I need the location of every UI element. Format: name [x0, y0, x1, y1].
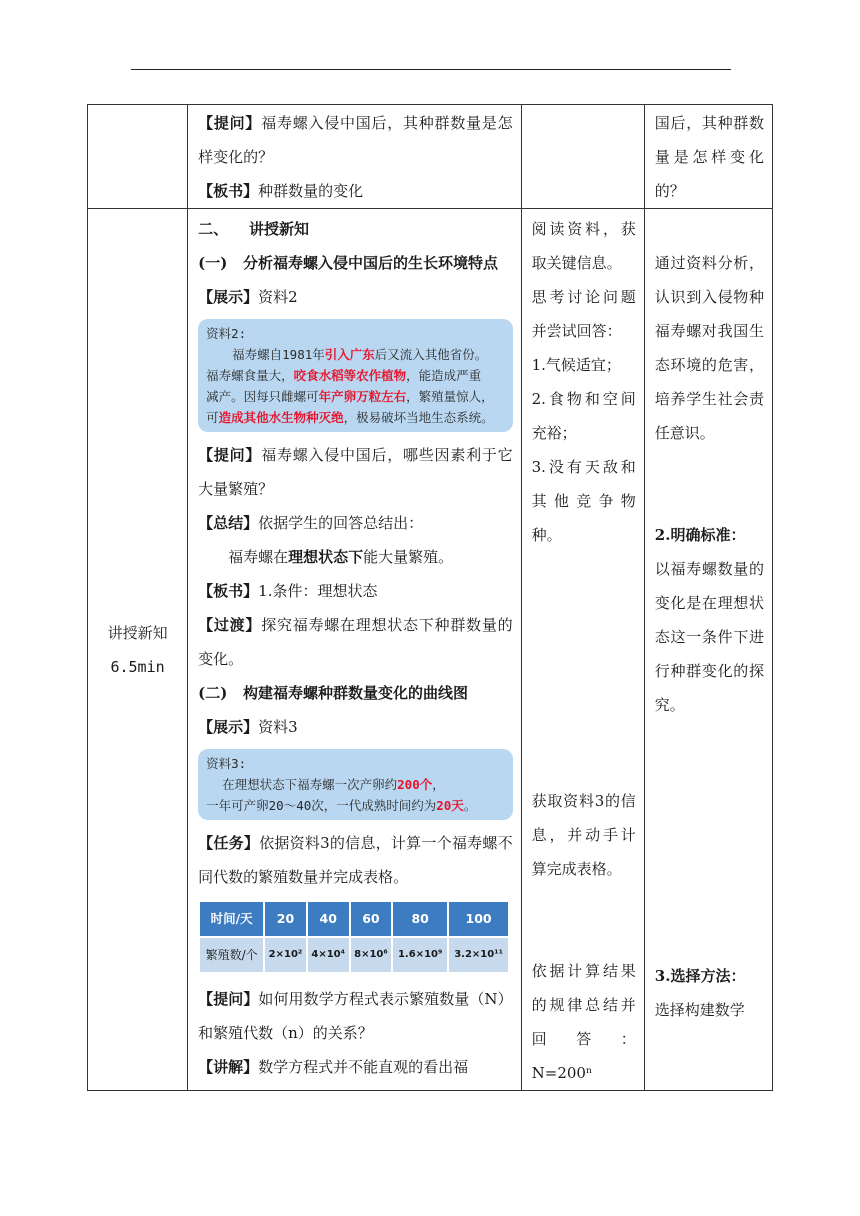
highlight-span: 引入广东: [324, 347, 375, 362]
explain-text: 数学方程式并不能直观的看出福: [258, 1058, 469, 1076]
student-item-1: 1.气候适宜；: [531, 356, 621, 374]
table-header-cell: 时间/天: [200, 902, 263, 936]
reproduction-table: [198, 900, 510, 974]
show-2-paragraph: [198, 710, 512, 744]
stage-time: 6.5min: [110, 657, 165, 676]
text-span: 福寿螺食量大，: [206, 368, 294, 383]
design-intent-text: 国后，其种群数量是怎样变化的？: [654, 114, 764, 200]
student-item-2: 2.食物和空间充裕；: [531, 390, 636, 442]
lesson-plan-table: [87, 104, 773, 1091]
table-cell: 3.2×10¹¹: [449, 938, 508, 972]
stage-cell-empty: [88, 105, 188, 209]
stage-name: 讲授新知: [107, 623, 168, 642]
design-intent-cell: [644, 105, 772, 209]
reproduction-table-header: [200, 902, 508, 936]
question-tag: 【提问】: [198, 446, 262, 464]
material-2-line: [206, 386, 506, 407]
board-tag: 【板书】: [198, 582, 259, 600]
summary-tag: 【总结】: [198, 514, 259, 532]
material-3-label: 资料3:: [206, 756, 247, 771]
text-span: 福寿螺在: [228, 548, 289, 566]
text-span: ，能造成严重: [406, 368, 482, 383]
table-cell: 繁殖数/个: [200, 938, 263, 972]
summary-conclusion: [198, 540, 512, 574]
question-text: 如何用数学方程式表示繁殖数量（N）和繁殖代数（n）的关系？: [198, 990, 513, 1042]
show-text: 资料2: [258, 288, 298, 306]
material-2-line: [206, 344, 506, 365]
show-paragraph: [198, 280, 512, 314]
task-text: 依据资料3的信息，计算一个福寿螺不同代数的繁殖数量并完成表格。: [198, 834, 513, 886]
material-3-line: [206, 774, 506, 795]
text-span: 在理想状态下福寿螺一次产卵约: [222, 777, 398, 792]
design-intent-cell: [644, 209, 772, 1091]
text-span: ，: [432, 777, 445, 792]
spacer: [655, 450, 764, 518]
board-2-paragraph: [198, 574, 512, 608]
highlight-span: 200个: [397, 777, 433, 792]
table-cell: 1.6×10⁹: [393, 938, 447, 972]
spacer: [532, 552, 636, 784]
text-span: ，极易破坏当地生态系统。: [343, 410, 494, 425]
summary-paragraph: [198, 506, 512, 540]
intent-item-2-text: 以福寿螺数量的变化是在理想状态这一条件下进行种群变化的探究。: [654, 560, 764, 714]
table-header-cell: 100: [449, 902, 508, 936]
table-row: [88, 209, 773, 1091]
table-cell: 8×10⁶: [351, 938, 392, 972]
board-paragraph: [198, 174, 512, 208]
explain-paragraph: [198, 1050, 512, 1084]
material-2-label: 资料2:: [206, 326, 247, 341]
board-text: 1.条件：理想状态: [258, 582, 378, 600]
spacer: [655, 722, 764, 959]
text-span: 后又流入其他省份。: [374, 347, 488, 362]
highlight-span: 年产卵万粒左右: [318, 389, 407, 404]
table-header-cell: 80: [393, 902, 447, 936]
transition-tag: 【过渡】: [198, 616, 262, 634]
question-3-paragraph: [198, 982, 512, 1050]
question-2-paragraph: [198, 438, 512, 506]
text-span: 福寿螺自1981年: [232, 347, 325, 362]
stage-cell: [88, 209, 188, 1091]
highlight-span: 造成其他水生物种灭绝: [218, 410, 344, 425]
student-block-3: 获取资料3的信息，并动手计算完成表格。: [531, 792, 636, 878]
task-paragraph: [198, 826, 512, 894]
text-span: 一年可产卵20～40次，一代成熟时间约为: [206, 798, 437, 813]
text-span: 能大量繁殖。: [363, 548, 454, 566]
teacher-activity-cell: [188, 209, 521, 1091]
material-2-line: [206, 365, 506, 386]
highlight-span: 咬食水稻等农作植物: [293, 368, 407, 383]
student-block-2: 思考讨论问题并尝试回答：: [531, 288, 636, 340]
question-text: 福寿螺入侵中国后，其种群数量是怎样变化的？: [198, 114, 513, 166]
text-span: 可: [206, 410, 219, 425]
header-rule: [131, 69, 731, 70]
reproduction-table-row: [200, 938, 508, 972]
student-block-4: 依据计算结果的规律总结并回答：N=200ⁿ: [531, 962, 636, 1082]
material-2-line: [206, 407, 506, 428]
text-span: ，繁殖量惊人，: [406, 389, 494, 404]
summary-text: 依据学生的回答总结出：: [258, 514, 424, 532]
table-header-cell: 60: [351, 902, 392, 936]
table-cell: 4×10⁴: [308, 938, 349, 972]
question-tag: 【提问】: [198, 114, 262, 132]
transition-text: 探究福寿螺在理想状态下种群数量的变化。: [198, 616, 513, 668]
student-activity-cell: [521, 209, 644, 1091]
material-3-line: [206, 795, 506, 816]
show-text: 资料3: [258, 718, 298, 736]
student-item-3: 3.没有天敌和其他竞争物种。: [531, 458, 636, 544]
intent-item-2-title: 2.明确标准：: [654, 526, 746, 544]
table-header-cell: 20: [265, 902, 306, 936]
material-2-box: [198, 319, 512, 432]
material-3-box: [198, 749, 512, 820]
show-tag: 【展示】: [198, 718, 259, 736]
show-tag: 【展示】: [198, 288, 259, 306]
explain-tag: 【讲解】: [198, 1058, 259, 1076]
intent-item-3-text: 选择构建数学: [654, 1001, 745, 1019]
subsection-title-1: (一) 分析福寿螺入侵中国后的生长环境特点: [198, 254, 499, 272]
teacher-activity-cell: [188, 105, 521, 209]
transition-paragraph: [198, 608, 512, 676]
student-block-1: 阅读资料，获取关键信息。: [531, 220, 636, 272]
question-tag: 【提问】: [198, 990, 259, 1008]
text-span: 。: [463, 798, 477, 813]
board-tag: 【板书】: [198, 182, 259, 200]
bold-span: 理想状态下: [288, 548, 364, 566]
task-tag: 【任务】: [198, 834, 260, 852]
highlight-span: 20天: [436, 798, 464, 813]
intent-block-1: 通过资料分析，认识到入侵物种福寿螺对我国生态环境的危害，培养学生社会责任意识。: [654, 254, 764, 442]
intent-item-3-title: 3.选择方法：: [654, 967, 746, 985]
question-text: 福寿螺入侵中国后，哪些因素利于它大量繁殖？: [198, 446, 513, 498]
section-title: 二、 讲授新知: [198, 220, 310, 238]
table-header-cell: 40: [308, 902, 349, 936]
question-paragraph: [198, 106, 512, 174]
table-cell: 2×10²: [265, 938, 306, 972]
board-text: 种群数量的变化: [258, 182, 364, 200]
student-activity-cell: [521, 105, 644, 209]
table-row: [88, 105, 773, 209]
text-span: 减产。因每只雌螺可: [206, 389, 319, 404]
subsection-title-2: (二) 构建福寿螺种群数量变化的曲线图: [198, 684, 469, 702]
spacer: [532, 886, 636, 954]
